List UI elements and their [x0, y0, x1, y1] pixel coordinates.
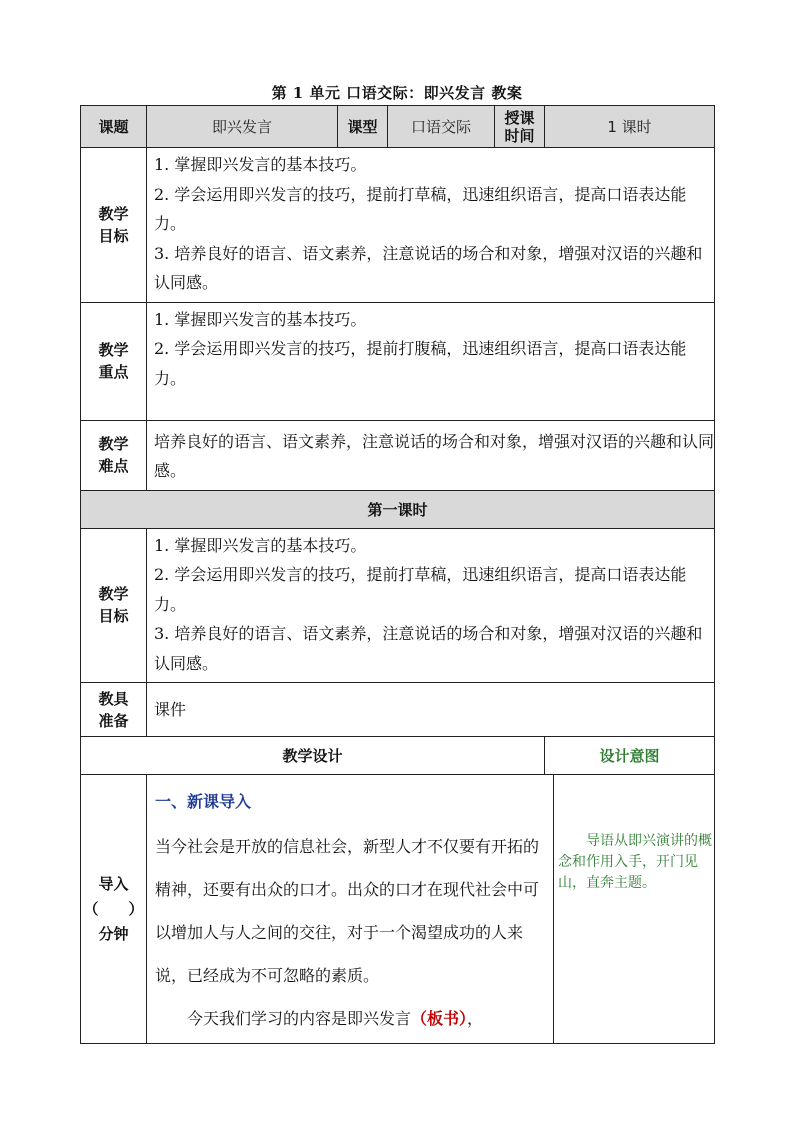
goals-2-line-1: 1. 掌握即兴发言的基本技巧。 — [154, 535, 367, 555]
lesson-plan-table — [80, 105, 715, 1044]
board-note: （板书） — [411, 1009, 468, 1028]
goals-label-line-2: 目标 — [98, 226, 129, 245]
difficulties-label — [81, 420, 147, 490]
difficulties-text: 培养良好的语言、语文素养，注意说话的场合和对象，增强对汉语的兴趣和认同感。 — [154, 431, 715, 480]
goals-2-content — [147, 528, 715, 683]
materials-label-line-1: 教具 — [98, 689, 129, 708]
intro-paragraph-2-tail: ， — [467, 1009, 484, 1028]
intro-heading: 一、新课导入 — [155, 792, 252, 811]
intro-label-line-2: （ ） — [83, 899, 144, 918]
intro-intent-text: 导语从即兴演讲的概念和作用入手，开门见山，直奔主题。 — [558, 833, 712, 891]
intro-row — [81, 775, 715, 1044]
type-value: 口语交际 — [388, 106, 495, 148]
goals-2-row — [81, 528, 715, 683]
topic-value: 即兴发言 — [147, 106, 338, 148]
topic-label: 课题 — [81, 106, 147, 148]
intro-label-line-1: 导入 — [98, 874, 129, 893]
difficulties-label-line-1: 教学 — [98, 435, 129, 453]
goals-2-line-2: 2. 学会运用即兴发言的技巧，提前打草稿，迅速组织语言，提高口语表达能力。 — [154, 565, 687, 614]
intro-intent — [554, 775, 715, 1044]
hours-label-line-1: 授课 — [504, 108, 535, 127]
materials-row — [81, 683, 715, 737]
goals-2-label — [81, 528, 147, 683]
intro-paragraph-2 — [155, 997, 549, 1040]
goals-label — [81, 148, 147, 303]
materials-label-line-2: 准备 — [98, 711, 129, 730]
goals-label-line-1: 教学 — [98, 204, 129, 223]
header-row — [81, 106, 715, 148]
goals-2-label-line-2: 目标 — [98, 607, 129, 626]
type-label: 课型 — [338, 106, 388, 148]
intro-content — [147, 775, 554, 1044]
goals-2-line-3: 3. 培养良好的语言、语文素养，注意说话的场合和对象，增强对汉语的兴趣和认同感。 — [154, 624, 703, 673]
key-points-label — [81, 302, 147, 420]
goals-row — [81, 148, 715, 303]
intro-label — [81, 775, 147, 1044]
intro-paragraph-2-text: 今天我们学习的内容是即兴发言 — [187, 1009, 412, 1028]
design-header-row — [81, 737, 715, 775]
goals-line-2: 2. 学会运用即兴发言的技巧，提前打草稿，迅速组织语言，提高口语表达能力。 — [154, 184, 687, 233]
intent-title: 设计意图 — [545, 737, 715, 775]
hours-label — [495, 106, 545, 148]
materials-label — [81, 683, 147, 737]
goals-2-label-line-1: 教学 — [98, 585, 129, 604]
difficulties-row — [81, 420, 715, 490]
intro-paragraph-1: 当今社会是开放的信息社会，新型人才不仅要有开拓的精神，还要有出众的口才。出众的口才在现代社会中可以增加人与人之间的交往，对于一个渴望成功的人来说，已经成为不可忽略的素质。 — [155, 837, 540, 985]
key-points-row — [81, 302, 715, 420]
materials-content: 课件 — [147, 683, 715, 737]
key-points-content — [147, 302, 715, 420]
design-title: 教学设计 — [81, 737, 545, 775]
document-title: 第 1 单元 口语交际：即兴发言 教案 — [271, 84, 523, 102]
intro-label-line-3: 分钟 — [98, 924, 129, 943]
key-points-line-2: 2. 学会运用即兴发言的技巧，提前打腹稿，迅速组织语言，提高口语表达能力。 — [154, 339, 687, 388]
goals-line-1: 1. 掌握即兴发言的基本技巧。 — [154, 155, 367, 174]
key-points-line-1: 1. 掌握即兴发言的基本技巧。 — [154, 309, 367, 329]
lesson-one-title: 第一课时 — [81, 490, 715, 528]
hours-value: 1 课时 — [545, 106, 715, 148]
key-points-label-line-1: 教学 — [98, 341, 129, 359]
difficulties-label-line-2: 难点 — [98, 457, 129, 475]
lesson-one-row — [81, 490, 715, 528]
difficulties-content — [147, 420, 715, 490]
key-points-label-line-2: 重点 — [98, 363, 129, 381]
goals-content — [147, 148, 715, 303]
hours-label-line-2: 时间 — [504, 126, 535, 145]
goals-line-3: 3. 培养良好的语言、语文素养，注意说话的场合和对象，增强对汉语的兴趣和认同感。 — [154, 243, 703, 292]
